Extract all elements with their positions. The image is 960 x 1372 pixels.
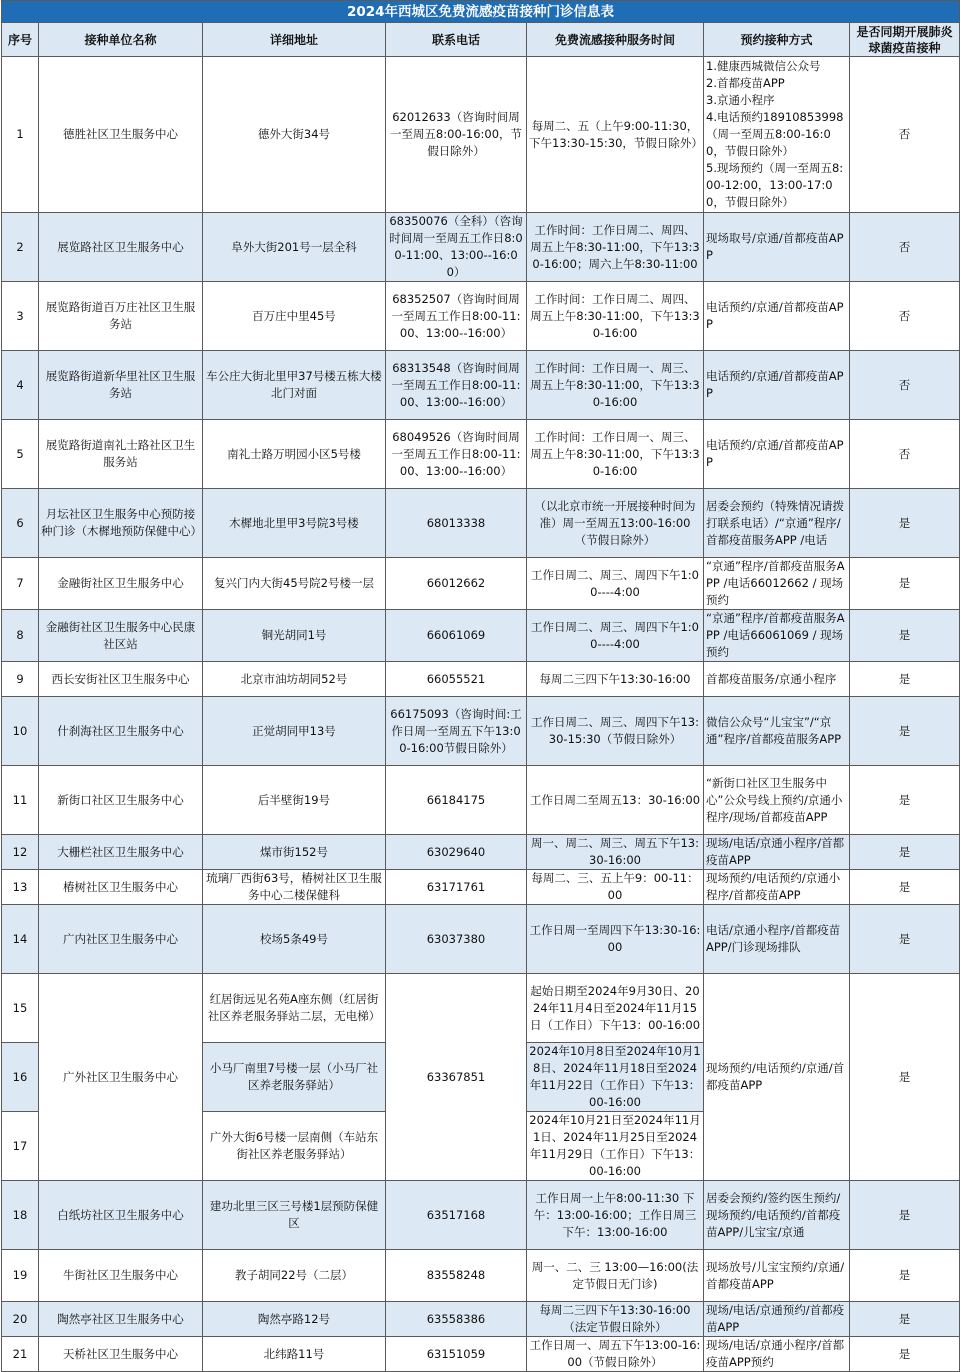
cell-name: 金融街社区卫生服务中心民康社区站 — [39, 610, 203, 662]
cell-no: 6 — [2, 489, 39, 558]
cell-no: 9 — [2, 662, 39, 697]
cell-service-time: 工作日周二、周三、周四下午1:00----4:00 — [527, 558, 704, 610]
cell-no: 5 — [2, 420, 39, 489]
cell-phone: 68350076（全科）（咨询时间周一至周五工作日8:00-11:00、13:00--16:00） — [386, 213, 527, 282]
cell-no: 7 — [2, 558, 39, 610]
cell-no: 4 — [2, 351, 39, 420]
cell-pneumococcal: 是 — [850, 489, 960, 558]
cell-address: 北纬路11号 — [203, 1337, 386, 1372]
cell-pneumococcal: 是 — [850, 662, 960, 697]
cell-pneumococcal: 是 — [850, 905, 960, 974]
cell-booking: 现场取号/京通/首都疫苗APP — [704, 213, 850, 282]
cell-name: 椿树社区卫生服务中心 — [39, 870, 203, 905]
table-row — [2, 1302, 960, 1337]
cell-phone: 63029640 — [386, 835, 527, 870]
cell-phone: 63558386 — [386, 1302, 527, 1337]
cell-service-time: （以北京市统一开展接种时间为准）周一至周五13:00-16:00（节假日除外） — [527, 489, 704, 558]
cell-no: 17 — [2, 1112, 39, 1181]
cell-address: 车公庄大街北里甲37号楼五栋大楼北门对面 — [203, 351, 386, 420]
cell-service-time: 工作日周一上午8:00-11:30 下午：13:00-16:00；工作日周三下午：13:00-16:00 — [527, 1181, 704, 1250]
cell-phone: 63151059 — [386, 1337, 527, 1372]
table-row — [2, 558, 960, 610]
cell-no: 1 — [2, 57, 39, 213]
cell-pneumococcal: 否 — [850, 351, 960, 420]
cell-pneumococcal: 是 — [850, 558, 960, 610]
header-col-no: 序号 — [2, 23, 39, 57]
table-row — [2, 870, 960, 905]
cell-booking: 电话预约/京通/首都疫苗APP — [704, 351, 850, 420]
cell-pneumococcal: 是 — [850, 610, 960, 662]
cell-pneumococcal: 否 — [850, 57, 960, 213]
cell-address: 阜外大街201号一层全科 — [203, 213, 386, 282]
cell-service-time: 工作时间：工作日周二、周四、周五上午8:30-11:00，下午13:30-16:00 — [527, 282, 704, 351]
cell-no: 15 — [2, 974, 39, 1043]
cell-phone: 62012633（咨询时间周一至周五8:00-16:00，节假日除外） — [386, 57, 527, 213]
cell-address: 教子胡同22号（二层） — [203, 1250, 386, 1302]
cell-address: 复兴门内大街45号院2号楼一层 — [203, 558, 386, 610]
cell-booking: 现场放号/儿宝宝预约/京通/首都疫苗APP — [704, 1250, 850, 1302]
cell-pneumococcal: 是 — [850, 1337, 960, 1372]
table-row — [2, 420, 960, 489]
cell-no: 16 — [2, 1043, 39, 1112]
cell-service-time: 工作日周一、周五下午13:00-16:00（节假日除外） — [527, 1337, 704, 1372]
cell-address: 校场5条49号 — [203, 905, 386, 974]
cell-service-time: 工作时间：工作日周一、周三、周五上午8:30-11:00，下午13:30-16:00 — [527, 420, 704, 489]
cell-address: 建功北里三区三号楼1层预防保健区 — [203, 1181, 386, 1250]
cell-phone: 63517168 — [386, 1181, 527, 1250]
table-row — [2, 662, 960, 697]
cell-service-time: 每周二、五（上午9:00-11:30，下午13:30-15:30，节假日除外） — [527, 57, 704, 213]
cell-phone: 63171761 — [386, 870, 527, 905]
cell-pneumococcal: 是 — [850, 1250, 960, 1302]
cell-phone: 66055521 — [386, 662, 527, 697]
cell-address: 正觉胡同甲13号 — [203, 697, 386, 766]
table-row — [2, 489, 960, 558]
cell-pneumococcal: 是 — [850, 974, 960, 1181]
cell-no: 8 — [2, 610, 39, 662]
cell-service-time: 工作日周一至周四下午13:30-16:00 — [527, 905, 704, 974]
cell-address: 煤市街152号 — [203, 835, 386, 870]
cell-no: 2 — [2, 213, 39, 282]
cell-name: 德胜社区卫生服务中心 — [39, 57, 203, 213]
cell-no: 21 — [2, 1337, 39, 1372]
cell-pneumococcal: 是 — [850, 870, 960, 905]
cell-pneumococcal: 是 — [850, 766, 960, 835]
cell-pneumococcal: 是 — [850, 1181, 960, 1250]
cell-address: 铜光胡同1号 — [203, 610, 386, 662]
cell-name: 广内社区卫生服务中心 — [39, 905, 203, 974]
header-col-service-time: 免费流感接种服务时间 — [527, 23, 704, 57]
cell-service-time: 工作日周二、周三、周四下午1:00----4:00 — [527, 610, 704, 662]
cell-booking: 现场预约/电话预约/京通/首都疫苗APP — [704, 974, 850, 1181]
cell-phone: 68049526（咨询时间周一至周五工作日8:00-11:00、13:00--16:00） — [386, 420, 527, 489]
cell-address: 小马厂南里7号楼一层（小马厂社区养老服务驿站） — [203, 1043, 386, 1112]
cell-booking: 1.健康西城微信公众号 2.首都疫苗APP 3.京通小程序 4.电话预约18910853998（周一至周五8:00-16:00，节假日除外） 5.现场预约（周一至周五8:00-12:00，13:00-17:00，节假日除外） — [704, 57, 850, 213]
cell-booking: 电话预约/京通/首都疫苗APP — [704, 420, 850, 489]
cell-name: 展览路街道百万庄社区卫生服务站 — [39, 282, 203, 351]
cell-pneumococcal: 是 — [850, 697, 960, 766]
vaccine-clinic-table — [1, 0, 959, 1372]
header-col-pneumococcal: 是否同期开展肺炎球菌疫苗接种 — [850, 23, 960, 57]
cell-phone: 63367851 — [386, 974, 527, 1181]
cell-booking: “京通”程序/首都疫苗服务APP /电话66012662 / 现场预约 — [704, 558, 850, 610]
cell-no: 20 — [2, 1302, 39, 1337]
table-row — [2, 697, 960, 766]
cell-name: 陶然亭社区卫生服务中心 — [39, 1302, 203, 1337]
cell-name: 月坛社区卫生服务中心预防接种门诊（木樨地预防保健中心） — [39, 489, 203, 558]
cell-service-time: 2024年10月21日至2024年11月1日、2024年11月25日至2024年11月29日（工作日）下午13：00-16:00 — [527, 1112, 704, 1181]
cell-phone: 68013338 — [386, 489, 527, 558]
header-col-booking: 预约接种方式 — [704, 23, 850, 57]
cell-address: 后半壁街19号 — [203, 766, 386, 835]
cell-name: 展览路街道新华里社区卫生服务站 — [39, 351, 203, 420]
cell-no: 12 — [2, 835, 39, 870]
cell-phone: 63037380 — [386, 905, 527, 974]
header-col-phone: 联系电话 — [386, 23, 527, 57]
cell-no: 14 — [2, 905, 39, 974]
header-row — [2, 23, 960, 57]
table-row — [2, 835, 960, 870]
table-row — [2, 766, 960, 835]
cell-name: 白纸坊社区卫生服务中心 — [39, 1181, 203, 1250]
cell-name: 展览路社区卫生服务中心 — [39, 213, 203, 282]
cell-phone: 66175093（咨询时间:工作日周一至周五下午13:00-16:00节假日除外） — [386, 697, 527, 766]
cell-name: 天桥社区卫生服务中心 — [39, 1337, 203, 1372]
cell-pneumococcal: 是 — [850, 835, 960, 870]
cell-pneumococcal: 否 — [850, 282, 960, 351]
table-row — [2, 1337, 960, 1372]
cell-address: 陶然亭路12号 — [203, 1302, 386, 1337]
cell-booking: 居委会预约/签约医生预约/现场预约/电话预约/首都疫苗APP/儿宝宝/京通 — [704, 1181, 850, 1250]
cell-name: 展览路街道南礼士路社区卫生服务站 — [39, 420, 203, 489]
header-col-address: 详细地址 — [203, 23, 386, 57]
cell-address: 南礼士路万明园小区5号楼 — [203, 420, 386, 489]
cell-name: 广外社区卫生服务中心 — [39, 974, 203, 1181]
cell-phone: 68352507（咨询时间周一至周五工作日8:00-11:00、13:00--16:00） — [386, 282, 527, 351]
table-row — [2, 213, 960, 282]
cell-service-time: 工作日周二至周五13：30-16:00 — [527, 766, 704, 835]
cell-booking: 现场/电话/京通小程序/首都疫苗APP — [704, 835, 850, 870]
cell-booking: 居委会预约（特殊情况请拨打联系电话）/“京通”程序/首都疫苗服务APP /电话 — [704, 489, 850, 558]
cell-service-time: 每周二、三、五上午9：00-11：00 — [527, 870, 704, 905]
table-row — [2, 282, 960, 351]
table-row — [2, 1181, 960, 1250]
cell-service-time: 周一、周二、周三、周五下午13:30-16:00 — [527, 835, 704, 870]
cell-pneumococcal: 否 — [850, 213, 960, 282]
header-col-name: 接种单位名称 — [39, 23, 203, 57]
cell-booking: 现场/电话/京通预约/首都疫苗APP — [704, 1302, 850, 1337]
cell-name: 西长安街社区卫生服务中心 — [39, 662, 203, 697]
table-row — [2, 974, 960, 1043]
cell-phone: 66061069 — [386, 610, 527, 662]
table-title: 2024年西城区免费流感疫苗接种门诊信息表 — [2, 1, 960, 23]
cell-name: 金融街社区卫生服务中心 — [39, 558, 203, 610]
cell-address: 木樨地北里甲3号院3号楼 — [203, 489, 386, 558]
cell-phone: 66012662 — [386, 558, 527, 610]
cell-no: 3 — [2, 282, 39, 351]
cell-name: 大栅栏社区卫生服务中心 — [39, 835, 203, 870]
table-row — [2, 905, 960, 974]
cell-service-time: 起始日期至2024年9月30日、2024年11月4日至2024年11月15日（工作日）下午13：00-16:00 — [527, 974, 704, 1043]
table-row — [2, 351, 960, 420]
cell-service-time: 每周二三四下午13:30-16:00 — [527, 662, 704, 697]
cell-booking: 电话/京通小程序/首都疫苗APP/门诊现场排队 — [704, 905, 850, 974]
cell-name: 新街口社区卫生服务中心 — [39, 766, 203, 835]
cell-no: 13 — [2, 870, 39, 905]
cell-pneumococcal: 是 — [850, 1302, 960, 1337]
cell-address: 广外大街6号楼一层南侧（车站东街社区养老服务驿站） — [203, 1112, 386, 1181]
cell-pneumococcal: 否 — [850, 420, 960, 489]
cell-name: 牛街社区卫生服务中心 — [39, 1250, 203, 1302]
cell-no: 10 — [2, 697, 39, 766]
cell-phone: 66184175 — [386, 766, 527, 835]
cell-name: 什刹海社区卫生服务中心 — [39, 697, 203, 766]
cell-address: 德外大街34号 — [203, 57, 386, 213]
cell-booking: “京通”程序/首都疫苗服务APP /电话66061069 / 现场预约 — [704, 610, 850, 662]
cell-address: 北京市油坊胡同52号 — [203, 662, 386, 697]
table-row — [2, 1250, 960, 1302]
cell-booking: 首都疫苗服务/京通小程序 — [704, 662, 850, 697]
cell-service-time: 工作时间：工作日周一、周三、周五上午8:30-11:00，下午13:30-16:00 — [527, 351, 704, 420]
table-row — [2, 57, 960, 213]
cell-address: 百万庄中里45号 — [203, 282, 386, 351]
cell-service-time: 每周二三四下午13:30-16:00（法定节假日除外） — [527, 1302, 704, 1337]
cell-no: 19 — [2, 1250, 39, 1302]
cell-service-time: 周一、二、三 13:00—16:00(法定节假日无门诊) — [527, 1250, 704, 1302]
cell-booking: 电话预约/京通/首都疫苗APP — [704, 282, 850, 351]
cell-booking: 微信公众号“儿宝宝”/“京通”程序/首都疫苗服务APP — [704, 697, 850, 766]
cell-booking: “新街口社区卫生服务中心”公众号线上预约/京通小程序/现场/首都疫苗APP — [704, 766, 850, 835]
cell-phone: 83558248 — [386, 1250, 527, 1302]
cell-service-time: 工作时间：工作日周二、周四、周五上午8:30-11:00，下午13:30-16:00；周六上午8:30-11:00 — [527, 213, 704, 282]
cell-no: 11 — [2, 766, 39, 835]
cell-address: 琉璃厂西街63号，椿树社区卫生服务中心二楼保健科 — [203, 870, 386, 905]
cell-booking: 现场预约/电话预约/京通小程序/首都疫苗APP — [704, 870, 850, 905]
cell-phone: 68313548（咨询时间周一至周五工作日8:00-11:00、13:00--16:00） — [386, 351, 527, 420]
cell-address: 红居街远见名苑A座东侧（红居街社区养老服务驿站二层，无电梯） — [203, 974, 386, 1043]
cell-service-time: 2024年10月8日至2024年10月18日、2024年11月18日至2024年11月22日（工作日）下午13：00-16:00 — [527, 1043, 704, 1112]
cell-booking: 现场/电话/京通小程序/首都疫苗APP预约 — [704, 1337, 850, 1372]
table-row — [2, 610, 960, 662]
cell-service-time: 工作日周二、周三、周四下午13:30-15:30（节假日除外） — [527, 697, 704, 766]
cell-no: 18 — [2, 1181, 39, 1250]
